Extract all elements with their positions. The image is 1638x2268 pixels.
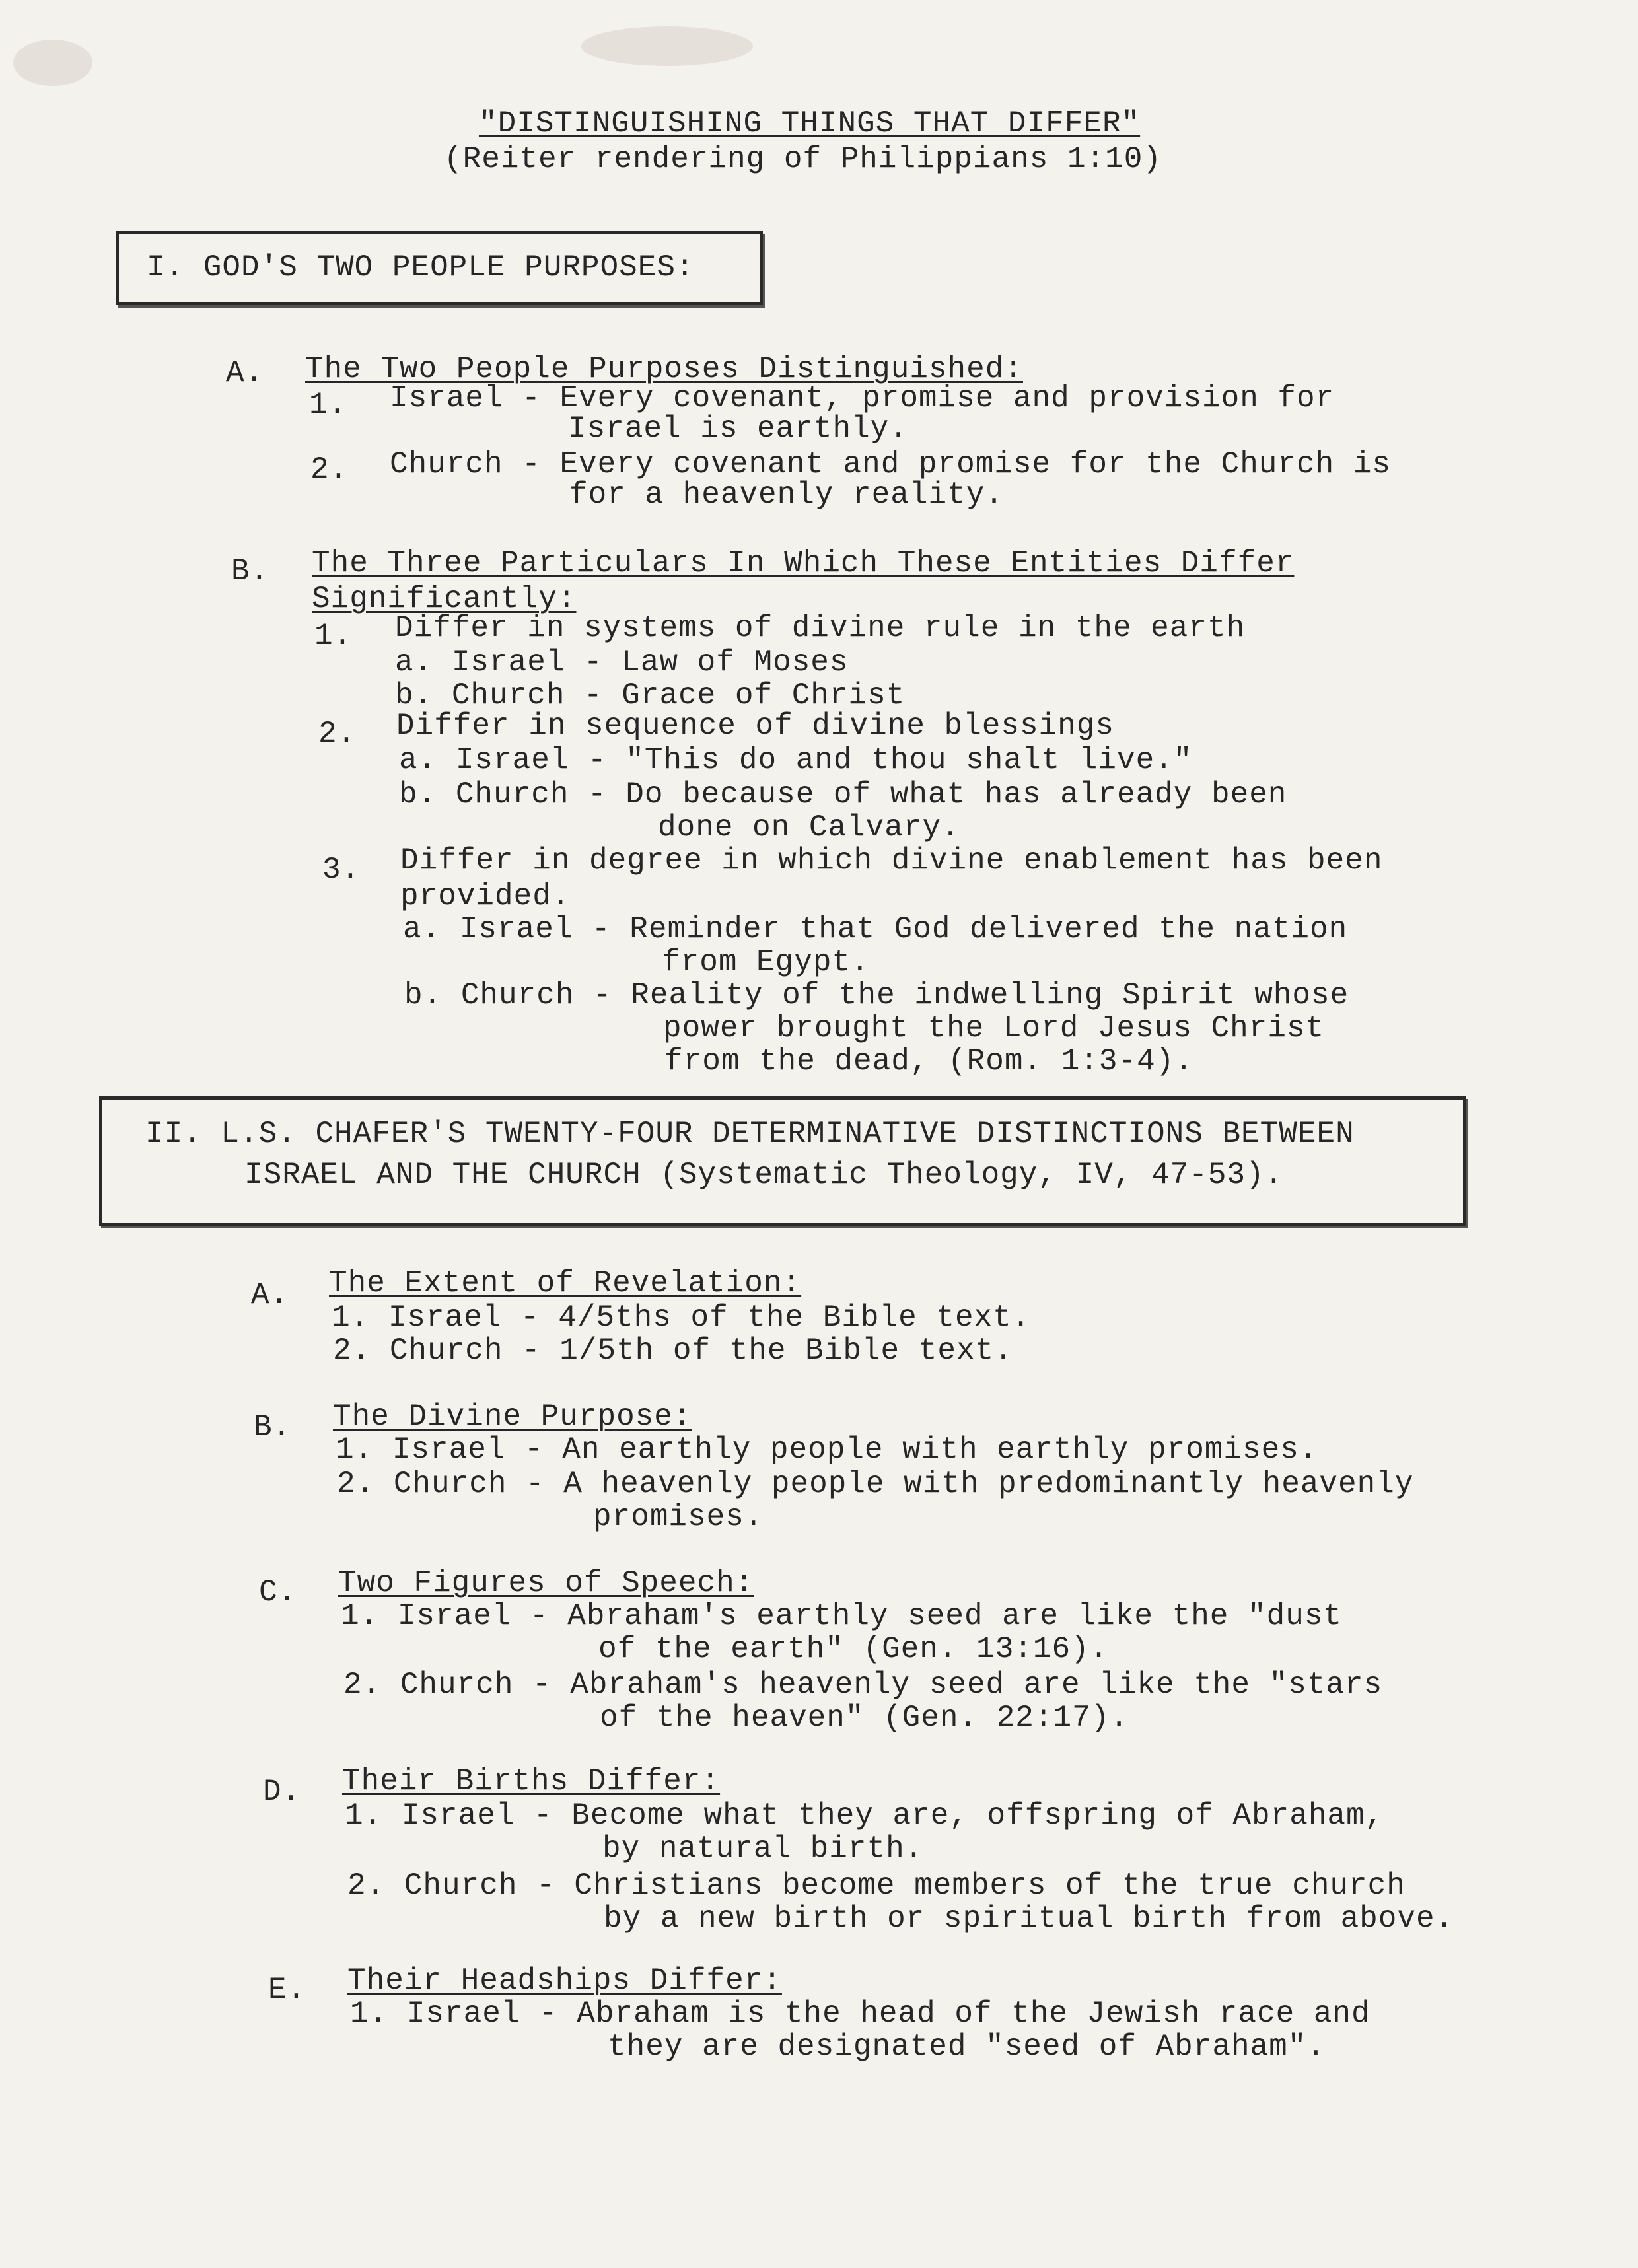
section-2a-item-2: 2. Church - 1/5th of the Bible text. — [333, 1333, 1013, 1368]
document-title: "DISTINGUISHING THINGS THAT DIFFER" — [479, 106, 1141, 141]
section-1b-p2-b: b. Church - Do because of what has already been — [399, 777, 1287, 812]
section-2b-item-2-cont: promises. — [593, 1500, 764, 1534]
section-1a-item-2-num: 2. — [310, 452, 349, 487]
section-2d-item-2: 2. Church - Christians become members of the true church — [347, 1868, 1406, 1903]
section-2b-item-2: 2. Church - A heavenly people with predominantly heavenly — [337, 1467, 1414, 1501]
section-2-heading-cont: ISRAEL AND THE CHURCH (Systematic Theology, IV, 47-53). — [244, 1158, 1284, 1192]
section-2d-item-2-cont: by a new birth or spiritual birth from above. — [604, 1901, 1454, 1936]
section-1b-title: The Three Particulars In Which These Entities Differ — [312, 546, 1295, 581]
section-1b-p3: Differ in degree in which divine enablement has been — [400, 843, 1383, 878]
section-1b-p3-b: b. Church - Reality of the indwelling Spirit whose — [404, 978, 1349, 1012]
section-1b-p2: Differ in sequence of divine blessings — [396, 709, 1114, 743]
section-1b-title-cont: Significantly: — [312, 582, 577, 616]
section-2d-item-1-cont: by natural birth. — [602, 1831, 924, 1866]
section-2a-letter: A. — [251, 1278, 289, 1312]
section-1b-p1-a: a. Israel - Law of Moses — [395, 645, 849, 680]
section-1a-item-2-cont: for a heavenly reality. — [569, 478, 1004, 512]
section-2c-item-1: 1. Israel - Abraham's earthly seed are like the "dust — [341, 1599, 1343, 1633]
section-1a-item-1-num: 1. — [309, 388, 347, 422]
section-1b-p3-cont: provided. — [400, 879, 571, 913]
section-2e-item-1-cont: they are designated "seed of Abraham". — [608, 2030, 1326, 2064]
section-2a-item-1: 1. Israel - 4/5ths of the Bible text. — [332, 1300, 1031, 1335]
section-1b-letter: B. — [231, 554, 269, 588]
section-1a-item-1-cont: Israel is earthly. — [568, 411, 908, 446]
section-2e-letter: E. — [268, 1973, 306, 2007]
section-1a-item-1: Israel - Every covenant, promise and provision for — [390, 381, 1335, 415]
section-1b-p3-b-cont2: from the dead, (Rom. 1:3-4). — [664, 1044, 1193, 1079]
section-1a-item-2: Church - Every covenant and promise for the Church is — [390, 447, 1392, 481]
section-2c-item-1-cont: of the earth" (Gen. 13:16). — [598, 1632, 1109, 1666]
section-2-heading: II. L.S. CHAFER'S TWENTY-FOUR DETERMINATIVE DISTINCTIONS BETWEEN — [145, 1117, 1355, 1151]
section-2b-item-1: 1. Israel - An earthly people with earthly promises. — [336, 1433, 1318, 1467]
scan-smudge — [13, 40, 92, 86]
section-2b-letter: B. — [254, 1410, 292, 1444]
section-1b-p3-a: a. Israel - Reminder that God delivered the nation — [403, 912, 1348, 946]
section-1a-letter: A. — [226, 356, 264, 390]
section-2d-title: Their Births Differ: — [342, 1764, 721, 1798]
section-1b-p3-a-cont: from Egypt. — [662, 945, 870, 979]
section-1b-p3-b-cont: power brought the Lord Jesus Christ — [663, 1011, 1325, 1045]
section-2c-title: Two Figures of Speech: — [338, 1566, 754, 1600]
section-1b-p3-num: 3. — [322, 853, 361, 887]
section-2c-item-2: 2. Church - Abraham's heavenly seed are like the "stars — [343, 1668, 1383, 1702]
section-2b-title: The Divine Purpose: — [333, 1400, 692, 1434]
section-2c-item-2-cont: of the heaven" (Gen. 22:17). — [600, 1701, 1129, 1735]
section-1b-p2-b-cont: done on Calvary. — [658, 810, 960, 845]
section-1b-p1-num: 1. — [314, 619, 353, 653]
section-2c-letter: C. — [259, 1575, 297, 1610]
section-1-heading: I. GOD'S TWO PEOPLE PURPOSES: — [147, 250, 695, 285]
section-2d-item-1: 1. Israel - Become what they are, offspring of Abraham, — [345, 1798, 1384, 1833]
section-2e-title: Their Headships Differ: — [347, 1964, 782, 1998]
section-2a-title: The Extent of Revelation: — [329, 1266, 802, 1300]
section-1b-p1: Differ in systems of divine rule in the earth — [395, 611, 1246, 645]
section-2d-letter: D. — [263, 1775, 301, 1809]
section-1a-title: The Two People Purposes Distinguished: — [305, 352, 1023, 386]
section-1b-p2-num: 2. — [318, 717, 357, 751]
section-1b-p1-b: b. Church - Grace of Christ — [395, 678, 906, 713]
section-2e-item-1: 1. Israel - Abraham is the head of the Jewish race and — [350, 1997, 1371, 2031]
document-subtitle: (Reiter rendering of Philippians 1:10) — [444, 142, 1162, 176]
scan-smudge — [581, 26, 753, 66]
section-1b-p2-a: a. Israel - "This do and thou shalt live." — [399, 743, 1193, 777]
